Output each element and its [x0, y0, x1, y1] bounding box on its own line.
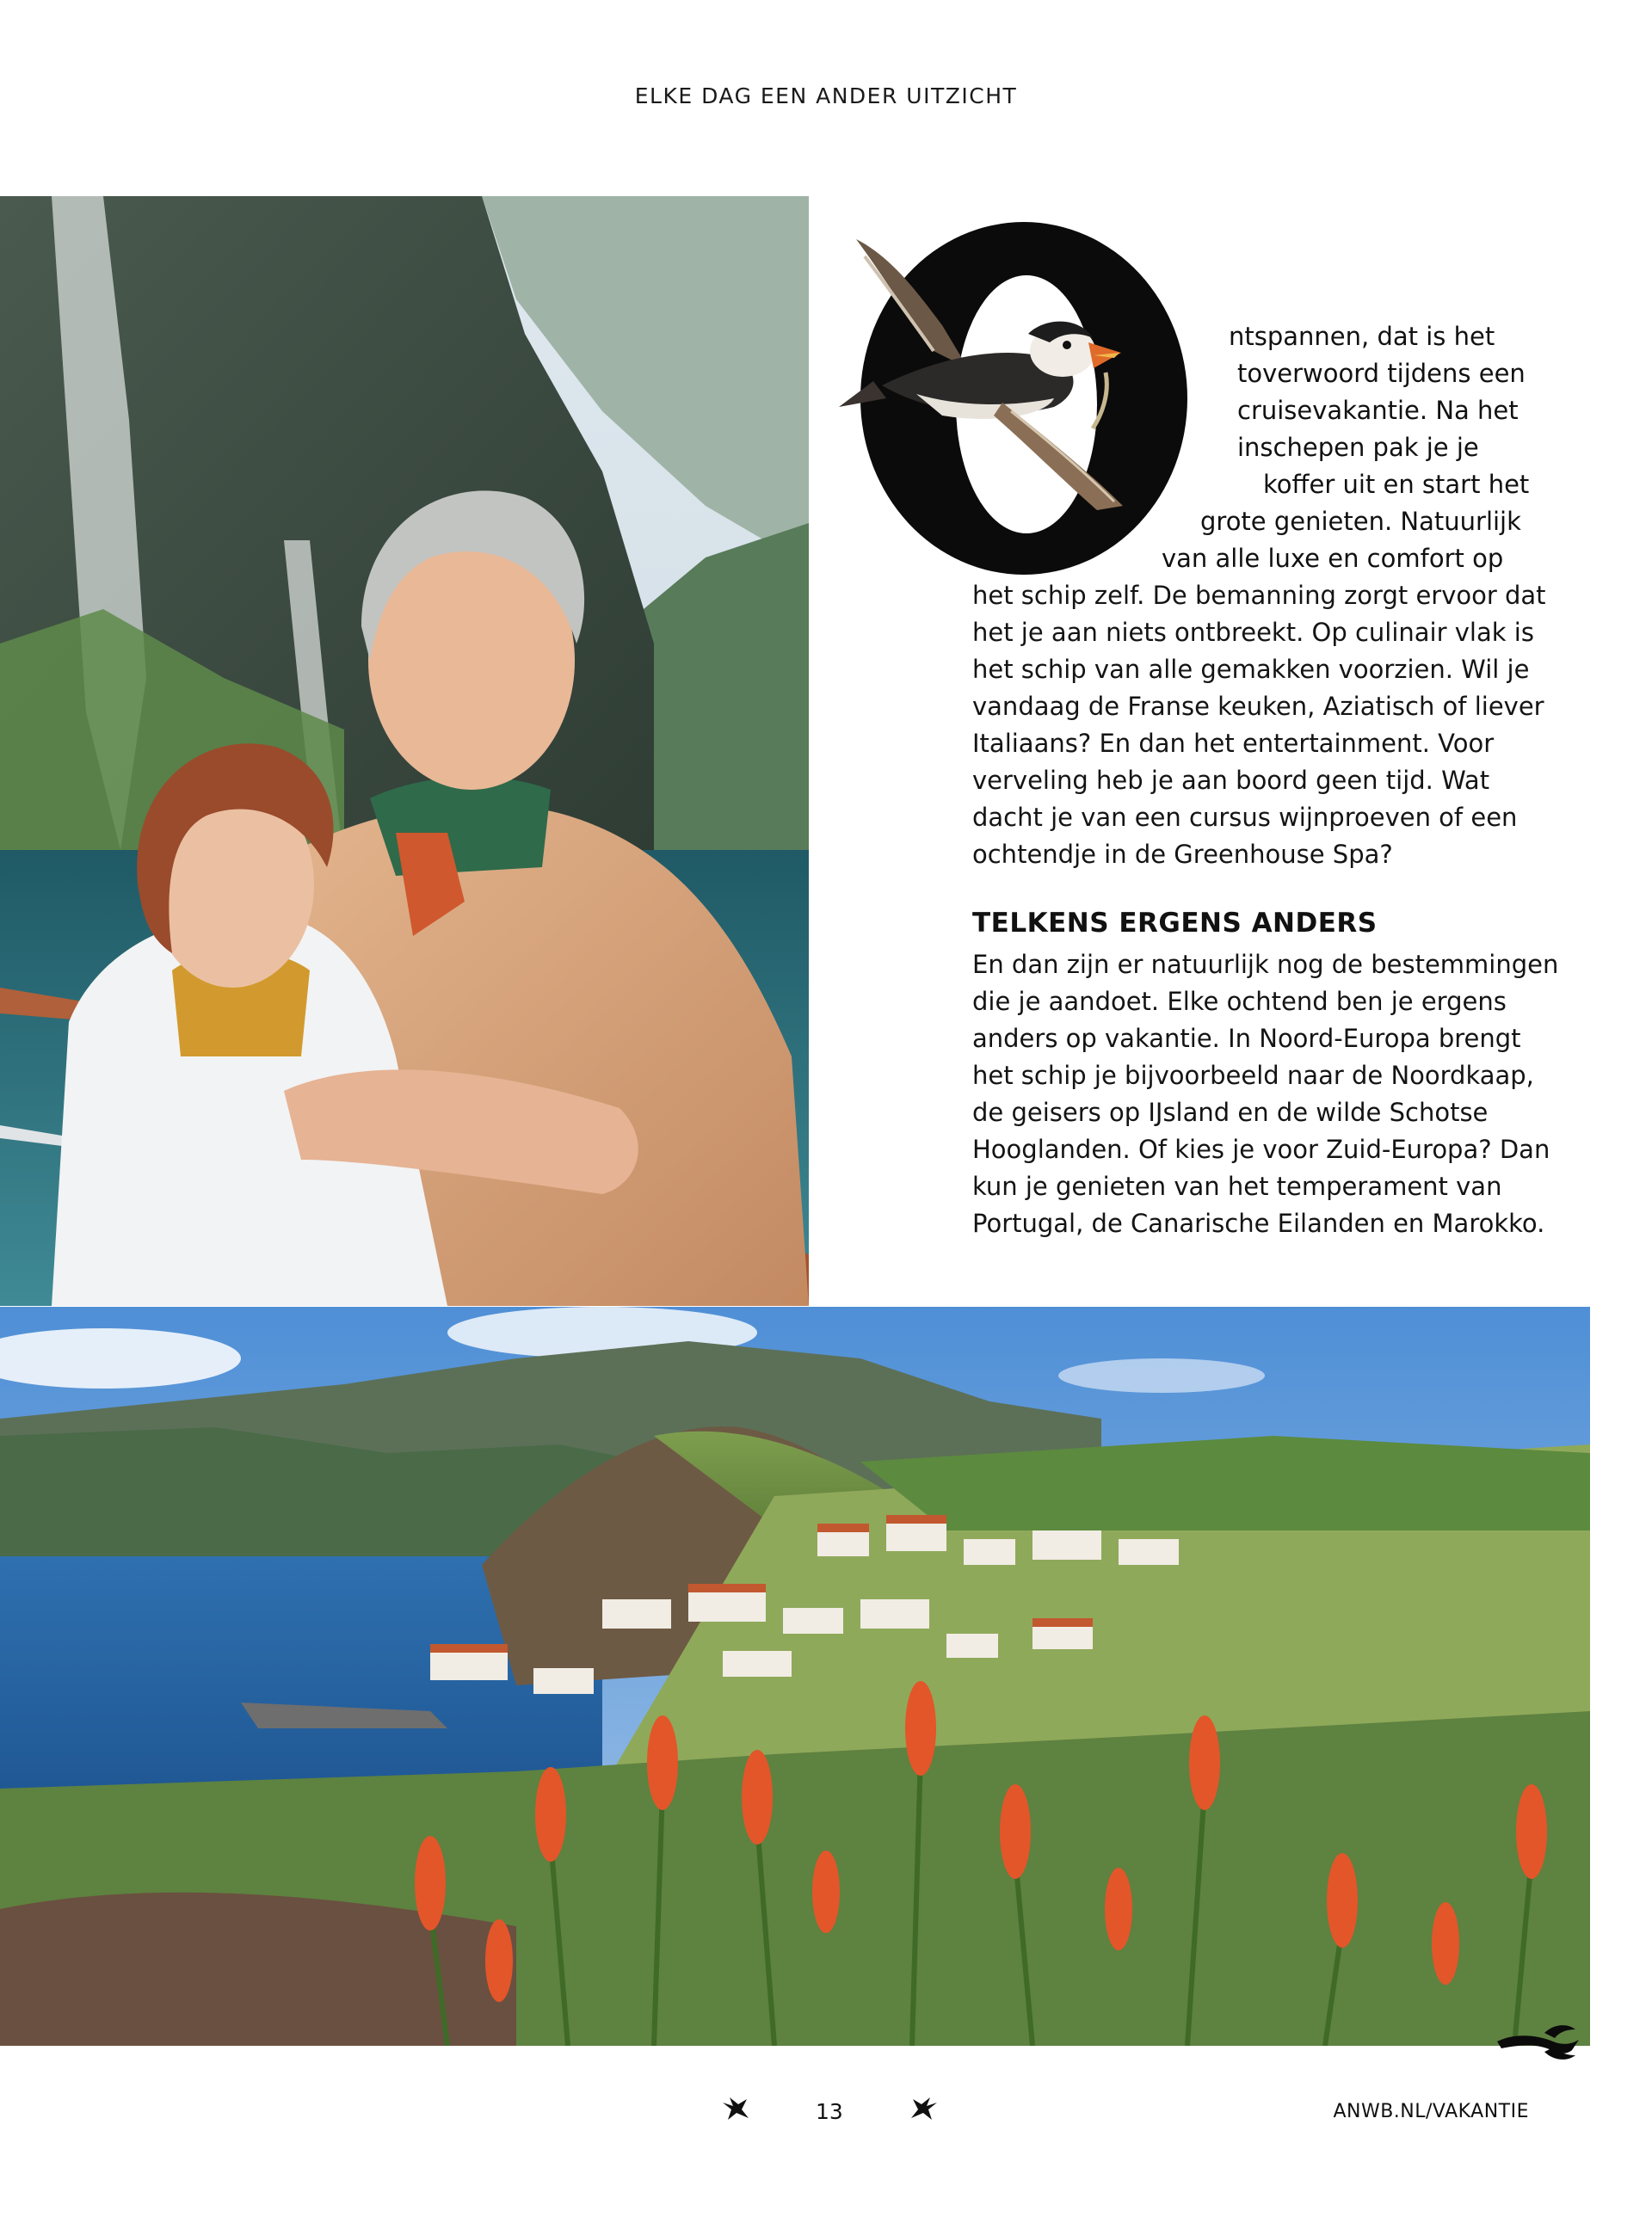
paragraph-2-line: anders op vakantie. In Noord-Europa brengt	[972, 1024, 1521, 1053]
paragraph-1-line: het je aan niets ontbreekt. Op culinair vlak is	[972, 618, 1534, 647]
website-link[interactable]: ANWB.NL/VAKANTIE	[1333, 2101, 1529, 2122]
couple-photo	[0, 196, 809, 1306]
page-number: 13	[816, 2099, 843, 2124]
intro-line-5: koffer uit en start het	[1263, 470, 1530, 499]
intro-line-1: ntspannen, dat is het	[1229, 322, 1495, 351]
landscape-photo	[0, 1307, 1590, 2046]
intro-line-2: toverwoord tijdens een	[1237, 359, 1526, 388]
paragraph-1	[972, 577, 1546, 873]
ornament-right-icon	[909, 2096, 939, 2122]
paragraph-2-line: En dan zijn er natuurlijk nog de bestemmingen	[972, 950, 1559, 979]
drop-cap	[804, 222, 1230, 583]
ornament-left-icon	[721, 2096, 750, 2122]
paragraph-2-line: Hooglanden. Of kies je voor Zuid-Europa? Dan	[972, 1135, 1550, 1164]
intro-line-3: cruisevakantie. Na het	[1237, 396, 1519, 425]
intro-line-6: grote genieten. Natuurlijk	[1200, 507, 1521, 536]
paragraph-2	[972, 946, 1558, 1242]
paragraph-1-line: vandaag de Franse keuken, Aziatisch of liever	[972, 692, 1544, 721]
intro-line-7: van alle luxe en comfort op	[1162, 544, 1504, 573]
paragraph-1-line: dacht je van een cursus wijnproeven of een	[972, 803, 1518, 832]
paragraph-1-line: het schip zelf. De bemanning zorgt ervoor dat	[972, 581, 1546, 610]
paragraph-1-line: ochtendje in de Greenhouse Spa?	[972, 840, 1393, 869]
section-kicker: ELKE DAG EEN ANDER UITZICHT	[634, 83, 1018, 108]
swirl-ornament-icon	[1493, 2016, 1587, 2067]
paragraph-1-line: verveling heb je aan boord geen tijd. Wat	[972, 766, 1490, 795]
paragraph-1-line: het schip van alle gemakken voorzien. Wil je	[972, 655, 1530, 684]
paragraph-2-line: het schip je bijvoorbeeld naar de Noordkaap,	[972, 1061, 1534, 1090]
intro-line-4: inschepen pak je je	[1237, 433, 1479, 462]
puffin-icon	[804, 222, 1230, 583]
paragraph-2-line: kun je genieten van het temperament van	[972, 1172, 1502, 1201]
paragraph-2-line: die je aandoet. Elke ochtend ben je ergens	[972, 987, 1507, 1016]
subheading: TELKENS ERGENS ANDERS	[972, 908, 1378, 939]
paragraph-1-line: Italiaans? En dan het entertainment. Voor	[972, 729, 1495, 758]
paragraph-2-line: de geisers op IJsland en de wilde Schotse	[972, 1098, 1489, 1127]
paragraph-2-line: Portugal, de Canarische Eilanden en Marokko.	[972, 1209, 1545, 1238]
